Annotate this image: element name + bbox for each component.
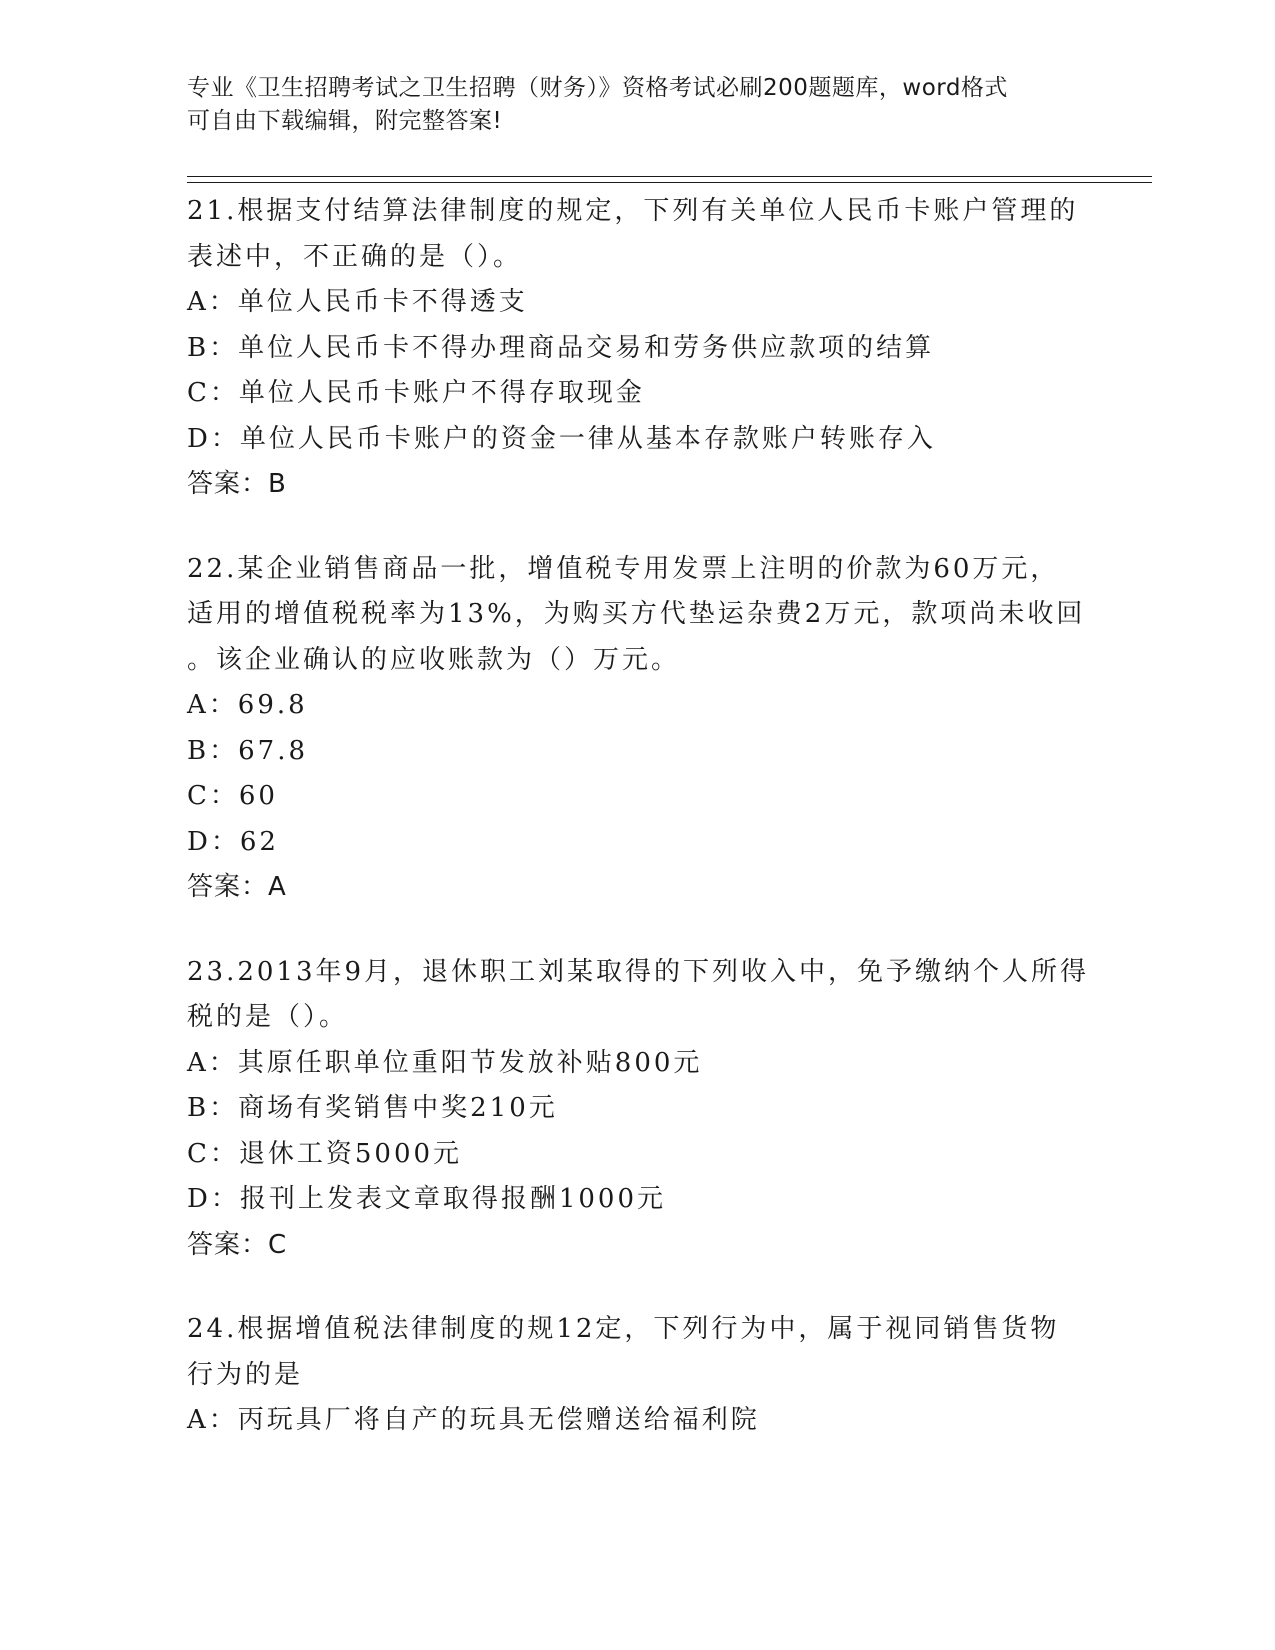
answer-text: 答案：A — [187, 872, 287, 902]
header-rule — [187, 176, 1152, 177]
header-line: 专业《卫生招聘考试之卫生招聘（财务）》资格考试必刷200题题库，word格式 — [187, 75, 1008, 101]
option-b: B：单位人民币卡不得办理商品交易和劳务供应款项的结算 — [187, 332, 935, 363]
option-c: C：退休工资5000元 — [187, 1138, 463, 1169]
question-23 — [187, 950, 1137, 1269]
question-text: 24.根据增值税法律制度的规12定，下列行为中，属于视同销售货物 — [187, 1314, 1060, 1344]
option-a: A：69.8 — [187, 690, 308, 720]
option-d: D：单位人民币卡账户的资金一律从基本存款账户转账存入 — [187, 423, 936, 454]
question-text: 23.2013年9月，退休职工刘某取得的下列收入中，免予缴纳个人所得 — [187, 956, 1090, 987]
question-text: 表述中，不正确的是（）。 — [187, 241, 523, 272]
question-text: 税的是（）。 — [187, 1002, 349, 1032]
question-list — [187, 189, 1137, 1483]
question-text: 21.根据支付结算法律制度的规定，下列有关单位人民币卡账户管理的 — [187, 196, 1079, 226]
header-rule — [187, 182, 1152, 183]
option-b: B：67.8 — [187, 735, 308, 766]
answer-text: 答案：C — [187, 1229, 288, 1260]
option-c: C：60 — [187, 781, 278, 811]
option-c: C：单位人民币卡账户不得存取现金 — [187, 378, 645, 408]
question-text: 。该企业确认的应收账款为（）万元。 — [187, 644, 681, 675]
option-a: A：单位人民币卡不得透支 — [187, 287, 528, 317]
question-text: 适用的增值税税率为13%，为购买方代垫运杂费2万元，款项尚未收回 — [187, 599, 1086, 629]
question-24 — [187, 1307, 1137, 1444]
question-22 — [187, 547, 1137, 911]
question-text: 行为的是 — [187, 1359, 304, 1390]
option-b: B：商场有奖销售中奖210元 — [187, 1093, 558, 1123]
option-a: A：其原任职单位重阳节发放补贴800元 — [187, 1047, 703, 1078]
document-header — [187, 72, 1087, 138]
option-a: A：丙玩具厂将自产的玩具无偿赠送给福利院 — [187, 1405, 760, 1435]
option-d: D：报刊上发表文章取得报酬1000元 — [187, 1184, 667, 1214]
question-text: 22.某企业销售商品一批，增值税专用发票上注明的价款为60万元， — [187, 553, 1060, 584]
header-line: 可自由下载编辑，附完整答案! — [187, 108, 503, 134]
question-21 — [187, 189, 1137, 508]
answer-text: 答案：B — [187, 469, 287, 499]
option-d: D：62 — [187, 826, 279, 857]
